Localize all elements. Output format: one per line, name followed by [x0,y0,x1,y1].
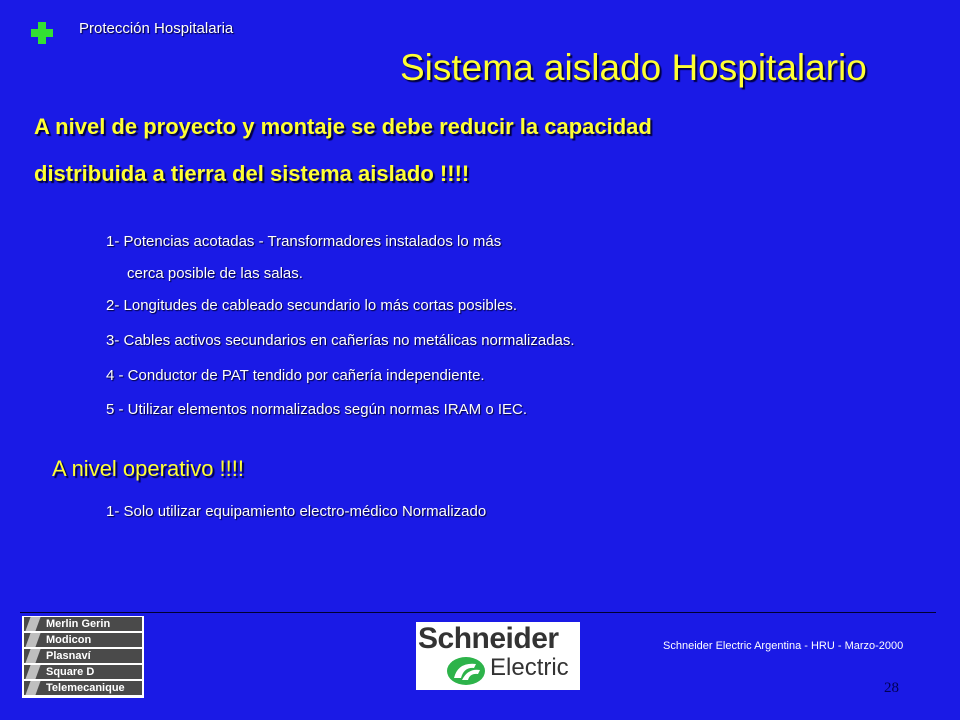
logo-line-1: Schneider [418,622,559,655]
schneider-mark-icon [446,656,486,686]
logo-line-2: Electric [490,654,569,681]
footer-text: Schneider Electric Argentina - HRU - Marzo-2000 [663,640,904,652]
list-item: 2- Longitudes de cableado secundario lo más cortas posibles. [106,297,518,314]
brand-list [22,616,144,698]
brand-item: Plasnaví [24,649,142,663]
page-title: Sistema aislado Hospitalario [400,47,867,88]
list-item: 3- Cables activos secundarios en cañerías no metálicas normalizadas. [106,332,575,349]
list-item: cerca posible de las salas. [127,265,303,282]
plus-cross-icon [31,22,53,44]
operativo-item: 1- Solo utilizar equipamiento electro-médico Normalizado [106,503,487,520]
list-item: 1- Potencias acotadas - Transformadores instalados lo más [106,233,502,250]
brand-item: Telemecanique [24,681,142,695]
brand-item: Modicon [24,633,142,647]
page-number: 28 [884,680,899,696]
brand-item: Merlin Gerin [24,617,142,631]
brand-item: Square D [24,665,142,679]
operativo-heading: A nivel operativo !!!! [52,456,244,481]
section-label: Protección Hospitalaria [79,20,234,37]
footer-divider [20,612,936,613]
list-item: 4 - Conductor de PAT tendido por cañería independiente. [106,367,485,384]
schneider-logo [416,622,580,690]
intro-line-2: distribuida a tierra del sistema aislado !!!! [34,161,470,186]
intro-line-1: A nivel de proyecto y montaje se debe reducir la capacidad [34,114,652,139]
list-item: 5 - Utilizar elementos normalizados según normas IRAM o IEC. [106,401,527,418]
